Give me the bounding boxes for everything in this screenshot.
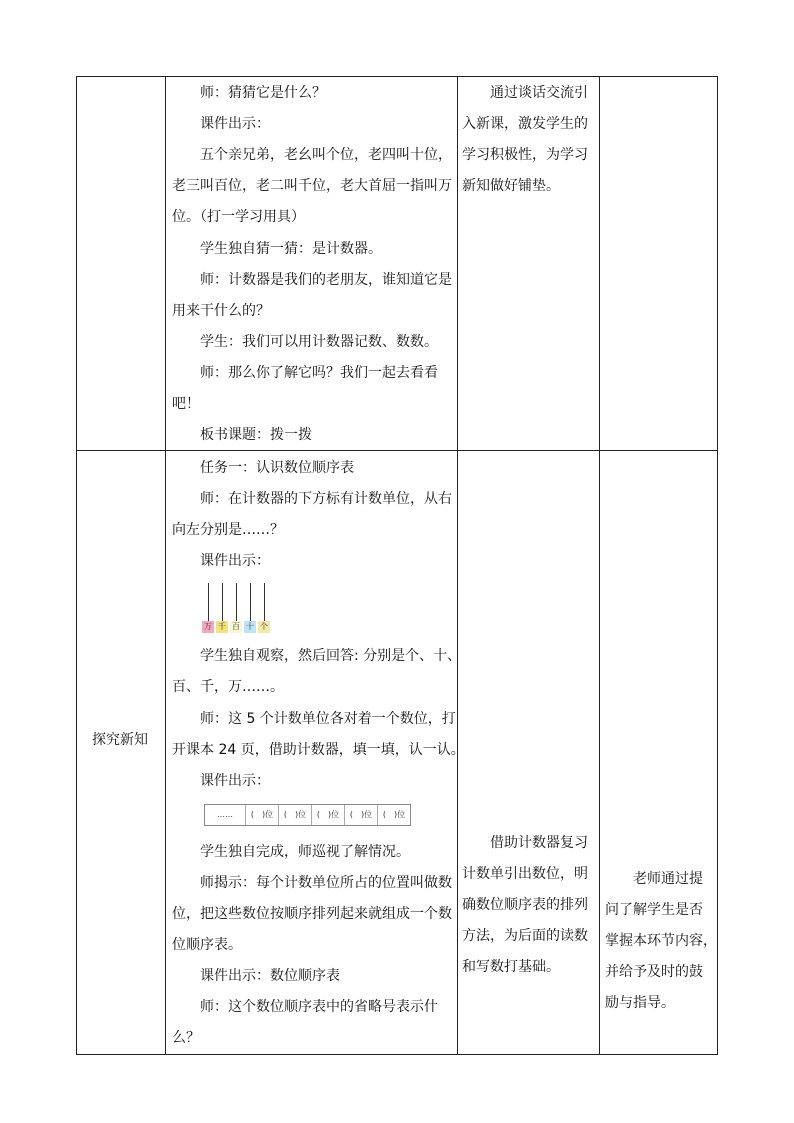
strip-cell: ( )位 [245, 805, 278, 825]
abacus-label-wan: 万 [204, 622, 212, 631]
process-line: 课件出示： [200, 773, 270, 789]
intent-line: 借助计数器复习 [490, 835, 588, 851]
process-line: 开课本 24 页，借助计数器，填一填，认一认。 [172, 742, 465, 758]
abacus-label-qian: 千 [218, 622, 226, 631]
intent-line: 新知做好铺垫。 [462, 178, 560, 194]
table-border-right [717, 76, 718, 1055]
strip-cell: ( )位 [311, 805, 344, 825]
table-border-left [76, 76, 77, 1055]
intent-line: 计数单引出数位，明 [462, 866, 588, 882]
process-line: 板书课题：拨一拨 [200, 427, 312, 443]
table-border-bottom [76, 1054, 718, 1055]
process-line: 课件出示： [200, 116, 270, 132]
abacus-rod [250, 583, 251, 621]
phase-label: 探究新知 [92, 732, 148, 748]
table-border-top [76, 76, 718, 77]
process-line: 百、千，万……。 [172, 679, 284, 695]
intent-line: 确数位顺序表的排列 [462, 897, 588, 913]
intent-line: 学习积极性，为学习 [462, 147, 588, 163]
abacus-rod [208, 583, 209, 621]
abacus-figure [202, 583, 274, 633]
strip-cell: ( )位 [377, 805, 410, 825]
evaluation-line: 掌握本环节内容， [605, 933, 717, 949]
abacus-label-ge: 个 [260, 622, 268, 631]
process-line: 师：这 5 个计数单位各对着一个数位，打 [200, 711, 456, 727]
process-line: 老三叫百位，老二叫千位，老大首屈一指叫万 [172, 178, 452, 194]
intent-line: 通过谈话交流引 [490, 85, 588, 101]
process-line: 师揭示：每个计数单位所占的位置叫做数 [200, 875, 452, 891]
process-line: 位顺序表。 [172, 937, 242, 953]
table-divider [599, 76, 600, 1055]
process-line: 课件出示：数位顺序表 [200, 968, 340, 984]
abacus-label-bai: 百 [232, 622, 240, 631]
process-line: 位。（打一学习用具） [172, 209, 305, 225]
place-value-strip [204, 804, 411, 826]
row-divider [76, 450, 718, 451]
intent-line: 和写数打基础。 [462, 959, 560, 975]
table-divider [457, 76, 458, 1055]
evaluation-line: 并给予及时的鼓 [605, 964, 703, 980]
evaluation-line: 励与指导。 [605, 995, 675, 1011]
process-line: 师：猜猜它是什么？ [200, 85, 326, 101]
abacus-rod [236, 583, 237, 621]
strip-cell: ( )位 [344, 805, 377, 825]
abacus-rod [222, 583, 223, 621]
process-line: 学生独自猜一猜：是计数器。 [200, 241, 382, 257]
process-line: 学生独自观察，然后回答: 分别是个、十、 [200, 648, 462, 664]
abacus-label-shi: 十 [246, 622, 254, 631]
process-line: 向左分别是……？ [172, 522, 284, 538]
process-line: 课件出示： [200, 553, 270, 569]
table-divider [165, 76, 166, 1055]
process-line: 师：在计数器的下方标有计数单位，从右 [200, 491, 452, 507]
evaluation-line: 老师通过提 [633, 871, 703, 887]
intent-line: 入新课，激发学生的 [462, 116, 588, 132]
process-line: 五个亲兄弟，老幺叫个位，老四叫十位， [200, 147, 452, 163]
process-line: 师：计数器是我们的老朋友，谁知道它是 [200, 272, 452, 288]
strip-ellipsis: …… [217, 810, 233, 819]
process-line: 师：那么你了解它吗？我们一起去看看 [200, 365, 438, 381]
strip-cell: ( )位 [278, 805, 311, 825]
abacus-rod [264, 583, 265, 621]
process-line: 学生：我们可以用计数器记数、数数。 [200, 334, 438, 350]
process-line: 位，把这些数位按顺序排列起来就组成一个数 [172, 906, 452, 922]
evaluation-line: 问了解学生是否 [605, 902, 703, 918]
process-line: 么？ [172, 1030, 200, 1046]
process-line: 任务一：认识数位顺序表 [200, 460, 354, 476]
process-line: 吧！ [172, 396, 200, 412]
process-line: 用来干什么的？ [172, 303, 270, 319]
intent-line: 方法，为后面的读数 [462, 928, 588, 944]
process-line: 学生独自完成，师巡视了解情况。 [200, 844, 410, 860]
process-line: 师：这个数位顺序表中的省略号表示什 [200, 999, 438, 1015]
